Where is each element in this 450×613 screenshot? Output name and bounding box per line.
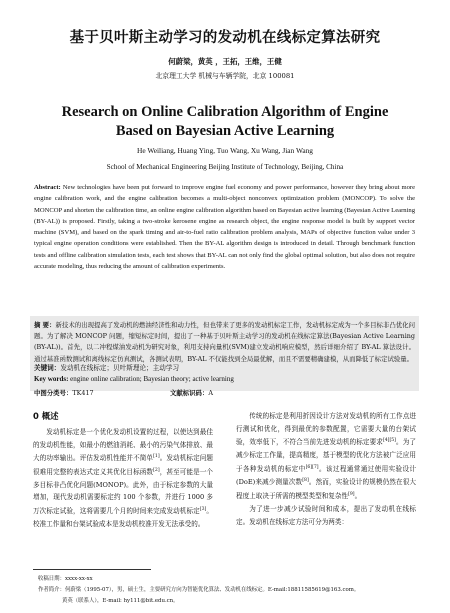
keywords-cn: [34, 362, 179, 372]
citation-8: [8]: [302, 478, 309, 484]
citation-9: [9]: [348, 492, 355, 498]
abstract-en-label: Abstract:: [34, 184, 61, 191]
footnote-corresponding: 黄英（联系人），E-mail: hy111@bit.edu.cn。: [62, 598, 179, 604]
body-left-text-3: ，甚至可能是一个多目标非凸优化问题(MONOP)。此外，由于标定参数的大量增加，现代发动机需要标定约 100 个参数，并进行 1000 多万次标定试验，这将需要几个月的时间来完成发动机标定: [33, 468, 214, 516]
abstract-cn-label: 摘 要：: [34, 321, 56, 329]
keywords-en-label: Key words:: [34, 375, 69, 383]
keywords-en: [34, 375, 234, 383]
keywords-cn-label: 关键词：: [34, 364, 61, 372]
paper-title-cn: 基于贝叶斯主动学习的发动机在线标定算法研究: [69, 30, 381, 46]
body-left-text-1: 发动机标定是一个优化发动机设置的过程，以使达到最佳的发动机性能，如最小的燃油消耗、最小的污染气体排放、最大的功率输出。评估发动机性能并不简单: [33, 428, 213, 463]
body-right-paragraph-1: [236, 410, 416, 503]
clc-value: TK417: [72, 389, 94, 397]
clc-number: [34, 388, 94, 397]
body-right-text-1e: 。: [354, 492, 362, 501]
body-column-left: [33, 426, 213, 530]
body-right-text-1b: 。为了减少标定工作量，提高精度，基于模型的优化方法被广泛应用于各种发动机的标定中: [236, 438, 417, 473]
authors-cn: 何蔚梁，黄英 ，王拓，王维，王健: [168, 57, 282, 66]
abstract-en: [34, 182, 415, 272]
doc-code-label: 文献标识码：: [170, 389, 209, 397]
citation-1: [1]: [153, 454, 160, 460]
clc-label: 中图分类号：: [34, 389, 73, 397]
authors-en: He Weiliang, Huang Ying, Tuo Wang, Xu Wang, Jian Wang: [136, 146, 313, 155]
body-right-text-1d: 。然而，实验设计的规模仍然在很大程度上取决于所需的模型类型和复杂性: [236, 478, 417, 501]
paper-title-en-line2: Based on Bayesian Active Learning: [115, 123, 335, 139]
body-left-text-2: 。发动机标定问题很难用完整的表达式定义其优化目标函数: [33, 454, 214, 477]
body-left-text-4: 。校准工作量和台架试验成本是发动机校准开发无法承受的。: [33, 507, 214, 528]
affiliation-en: School of Mechanical Engineering Beijing Institute of Technology, Beijing, China: [106, 163, 344, 171]
citation-3: [3]: [199, 506, 207, 512]
keywords-cn-text: 发动机在线标定；贝叶斯理论；主动学习: [60, 364, 180, 372]
body-right-text-1c: 。该过程通常通过使用实验设计(DoE)来减少测量次数: [236, 464, 417, 487]
footnote-author-info: 作者简介：何蔚梁（1995-07），男，硕士生，主要研究方向为智能优化算法、发动机在线标定。E-mail:18811585619@163.com。: [38, 587, 360, 593]
citation-4-5: [4][5]: [382, 438, 396, 444]
section-heading: 0 概述: [33, 411, 59, 421]
abstract-cn-text: 新技术的出现提高了发动机的燃油经济性和动力性，但也带来了更多的发动机标定工作，发动机标定成为一个多目标非凸优化问题。为了解决 MONCOP 问题，缩短标定时间，提出了一种基于贝叶斯主动学习的发动机在线标定算法(Bayesian Active Learning (BY-AL))。首先，以二冲程煤油发动机为研究对象，利用支持向量机(SVM)建立发动机响应模型，然后详细介绍了 BY-AL 算法设计。通过基准函数测试和离线标定仿真测试，各测试表明，BY-AL 不仅能找到全局最优解，而且不需要精确建模，从而降低了标定试验量。: [34, 321, 415, 363]
abstract-cn: [34, 320, 415, 365]
body-column-right: [236, 410, 416, 528]
doc-code-value: A: [208, 389, 213, 397]
citation-6-7: [6][7]: [305, 464, 319, 470]
body-right-paragraph-2: 为了进一步减少试验时间和成本，提出了发动机在线标定。发动机在线标定方法可分为两类：: [236, 504, 416, 526]
paper-title-en-line1: Research on Online Calibration Algorithm of Engine: [61, 104, 389, 120]
affiliation-cn: 北京理工大学 机械与车辆学院，北京 100081: [155, 72, 295, 80]
footnote-received: 收稿日期：xxxx-xx-xx: [38, 576, 93, 582]
body-right-text-1a: 传统的标定是利用折因设计方法对发动机的所有工作点进行测试和优化，得到最优的参数配置，它需要大量的台架试验，效率低下，不符合当前先进发动机的标定要求: [236, 412, 416, 447]
keywords-en-text: engine online calibration; Bayesian theory; active learning: [70, 375, 234, 383]
document-code: [170, 388, 213, 397]
abstract-en-text: New technologies have been put forward to improve engine fuel economy and power performance, however they bring about more engine calibration work, and the engine calibration becomes a multi-object nonconvex optimization problem (MONCOP). To solve the MONCOP and shorten the calibration time, an online engine calibration algorithm based on Bayesian active learning (Bayesian Active Learning (BY-AL)) is proposed. Firstly, taking a two-stroke kerosene engine as research object, the engine response model is built by support vector machine (SVM), and based on the spark timing and air-to-fuel ratio calibration problem analysis, MAPs of objective function value under 3 typical engine operation conditions were established. Then the BY-AL algorithm design is introduced in detail. Through benchmark function tests and offline calibration simulation tests, each test shows that BY-AL can not only find the global optimal solution, but also does not require accurate modeling, thus reducing the amount of calibration experiments.: [34, 184, 415, 271]
paper-title-en: [0, 103, 450, 141]
citation-2: [2]: [153, 467, 160, 473]
footnote-rule: [33, 569, 151, 570]
